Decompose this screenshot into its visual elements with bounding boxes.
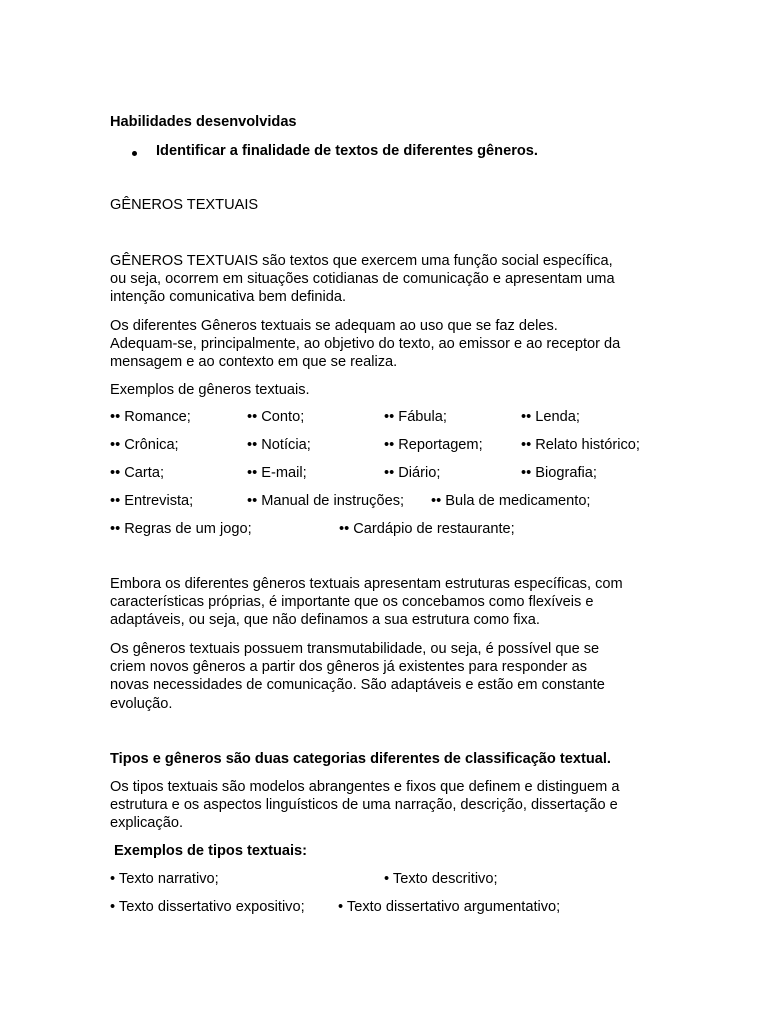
intro-paragraph — [110, 252, 670, 307]
intro-paragraph — [110, 317, 670, 372]
genre-item: •• Relato histórico; — [521, 437, 640, 453]
genre-item: •• Entrevista; — [110, 493, 194, 509]
bullet-icon — [132, 151, 137, 156]
type-item: • Texto descritivo; — [384, 871, 498, 887]
paragraph-line: mensagem e ao contexto em que se realiza. — [110, 354, 398, 371]
genre-item: •• Romance; — [110, 409, 191, 425]
paragraph-line: características próprias, é importante que os concebamos como flexíveis e — [110, 594, 594, 611]
skill-item: Identificar a finalidade de textos de diferentes gêneros. — [156, 143, 538, 159]
examples-label: Exemplos de gêneros textuais. — [110, 382, 310, 398]
genre-item: •• Fábula; — [384, 409, 447, 425]
types-heading: Tipos e gêneros são duas categorias diferentes de classificação textual. — [110, 751, 611, 767]
genre-item: •• Cardápio de restaurante; — [339, 521, 515, 537]
body-paragraph — [110, 640, 670, 713]
genre-item: •• Biografia; — [521, 465, 597, 481]
body-paragraph — [110, 575, 670, 630]
paragraph-line: Embora os diferentes gêneros textuais apresentam estruturas específicas, com — [110, 576, 623, 592]
genre-item: •• Reportagem; — [384, 437, 483, 453]
genre-item: •• Carta; — [110, 465, 165, 481]
types-paragraph — [110, 778, 670, 833]
types-examples-label: Exemplos de tipos textuais: — [114, 843, 308, 859]
genre-item: •• E-mail; — [247, 465, 307, 481]
paragraph-line: explicação. — [110, 815, 184, 832]
type-item: • Texto dissertativo expositivo; — [110, 899, 305, 915]
genre-item: •• Notícia; — [247, 437, 311, 453]
paragraph-line: novas necessidades de comunicação. São adaptáveis e estão em constante — [110, 677, 605, 694]
paragraph-line: Os diferentes Gêneros textuais se adequam ao uso que se faz deles. — [110, 318, 558, 334]
genre-item: •• Crônica; — [110, 437, 179, 453]
paragraph-line: Os tipos textuais são modelos abrangentes e fixos que definem e distinguem a — [110, 779, 620, 795]
paragraph-line: intenção comunicativa bem definida. — [110, 289, 347, 306]
genre-item: •• Bula de medicamento; — [431, 493, 591, 509]
paragraph-line: evolução. — [110, 695, 173, 712]
paragraph-line: estrutura e os aspectos linguísticos de uma narração, descrição, dissertação e — [110, 797, 618, 814]
paragraph-line: criem novos gêneros a partir dos gêneros já existentes para responder as — [110, 659, 587, 676]
paragraph-line: GÊNEROS TEXTUAIS são textos que exercem uma função social específica, — [110, 253, 613, 269]
genre-item: •• Diário; — [384, 465, 441, 481]
type-item: • Texto narrativo; — [110, 871, 219, 887]
paragraph-line: adaptáveis, ou seja, que não definamos a sua estrutura como fixa. — [110, 612, 540, 629]
section-title: GÊNEROS TEXTUAIS — [110, 197, 259, 213]
paragraph-line: ou seja, ocorrem em situações cotidianas de comunicação e apresentam uma — [110, 271, 615, 288]
paragraph-line: Adequam-se, principalmente, ao objetivo do texto, ao emissor e ao receptor da — [110, 336, 621, 353]
genre-item: •• Lenda; — [521, 409, 580, 425]
genre-item: •• Conto; — [247, 409, 305, 425]
paragraph-line: Os gêneros textuais possuem transmutabilidade, ou seja, é possível que se — [110, 641, 600, 657]
skills-heading: Habilidades desenvolvidas — [110, 114, 297, 130]
type-item: • Texto dissertativo argumentativo; — [338, 899, 561, 915]
genre-item: •• Manual de instruções; — [247, 493, 405, 509]
genre-item: •• Regras de um jogo; — [110, 521, 252, 537]
